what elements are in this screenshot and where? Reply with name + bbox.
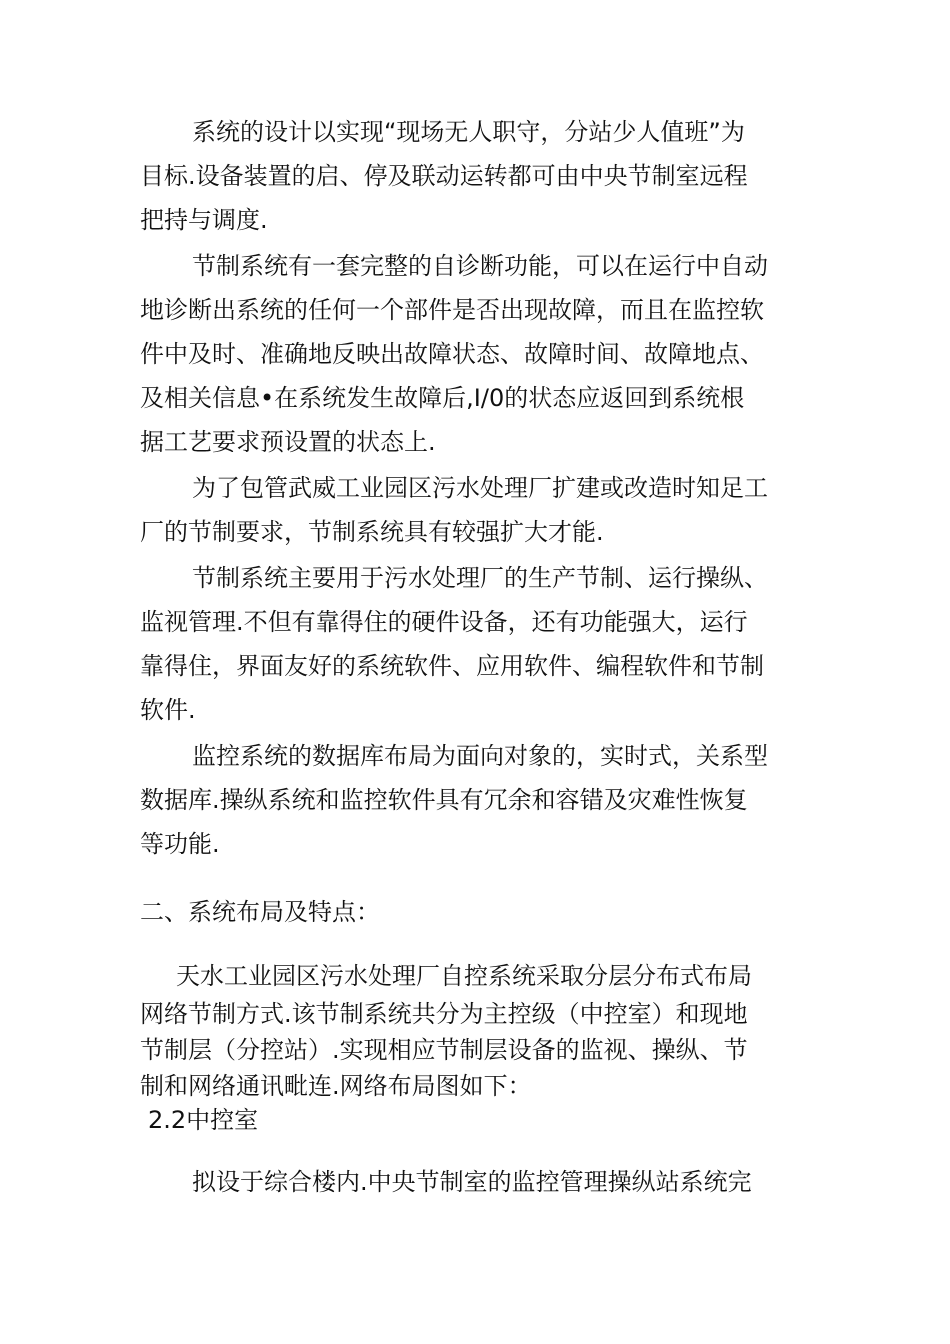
paragraph-2-line-1: 节制系统有一套完整的自诊断功能，可以在运行中自动: [192, 252, 768, 280]
paragraph-4-line-4: 软件.: [140, 696, 196, 724]
paragraph-2-line-5: 据工艺要求预设置的状态上.: [140, 428, 436, 456]
paragraph-3-line-2: 厂的节制要求，节制系统具有较强扩大才能.: [140, 518, 604, 546]
paragraph-6-line-4: 制和网络通讯毗连.网络布局图如下：: [140, 1072, 532, 1100]
paragraph-2-line-3: 件中及时、准确地反映出故障状态、故障时间、故障地点、: [140, 340, 764, 368]
paragraph-4-line-2: 监视管理.不但有靠得住的硬件设备，还有功能强大，运行: [140, 608, 748, 636]
paragraph-1-line-3: 把持与调度.: [140, 206, 268, 234]
paragraph-1-line-1: 系统的设计以实现“现场无人职守，分站少人值班”为: [192, 118, 745, 146]
paragraph-6-line-1: 天水工业园区污水处理厂自控系统采取分层分布式布局: [176, 962, 752, 990]
paragraph-6-line-3: 节制层（分控站）.实现相应节制层设备的监视、操纵、节: [140, 1036, 748, 1064]
paragraph-5-line-2: 数据库.操纵系统和监控软件具有冗余和容错及灾难性恢复: [140, 786, 748, 814]
paragraph-4-line-1: 节制系统主要用于污水处理厂的生产节制、运行操纵、: [192, 564, 768, 592]
subsection-heading: 2.2中控室: [148, 1106, 259, 1134]
section-heading: 二、系统布局及特点：: [140, 898, 380, 926]
paragraph-6-line-2: 网络节制方式.该节制系统共分为主控级（中控室）和现地: [140, 1000, 748, 1028]
paragraph-3-line-1: 为了包管武威工业园区污水处理厂扩建或改造时知足工: [192, 474, 768, 502]
paragraph-2-line-2: 地诊断出系统的任何一个部件是否出现故障，而且在监控软: [140, 296, 764, 324]
paragraph-7-line-1: 拟设于综合楼内.中央节制室的监控管理操纵站系统完: [192, 1168, 752, 1196]
paragraph-4-line-3: 靠得住，界面友好的系统软件、应用软件、编程软件和节制: [140, 652, 764, 680]
paragraph-5-line-3: 等功能.: [140, 830, 220, 858]
paragraph-2-line-4: 及相关信息•在系统发生故障后,I/0的状态应返回到系统根: [140, 384, 745, 412]
paragraph-1-line-2: 目标.设备装置的启、停及联动运转都可由中央节制室远程: [140, 162, 748, 190]
paragraph-5-line-1: 监控系统的数据库布局为面向对象的，实时式，关系型: [192, 742, 768, 770]
